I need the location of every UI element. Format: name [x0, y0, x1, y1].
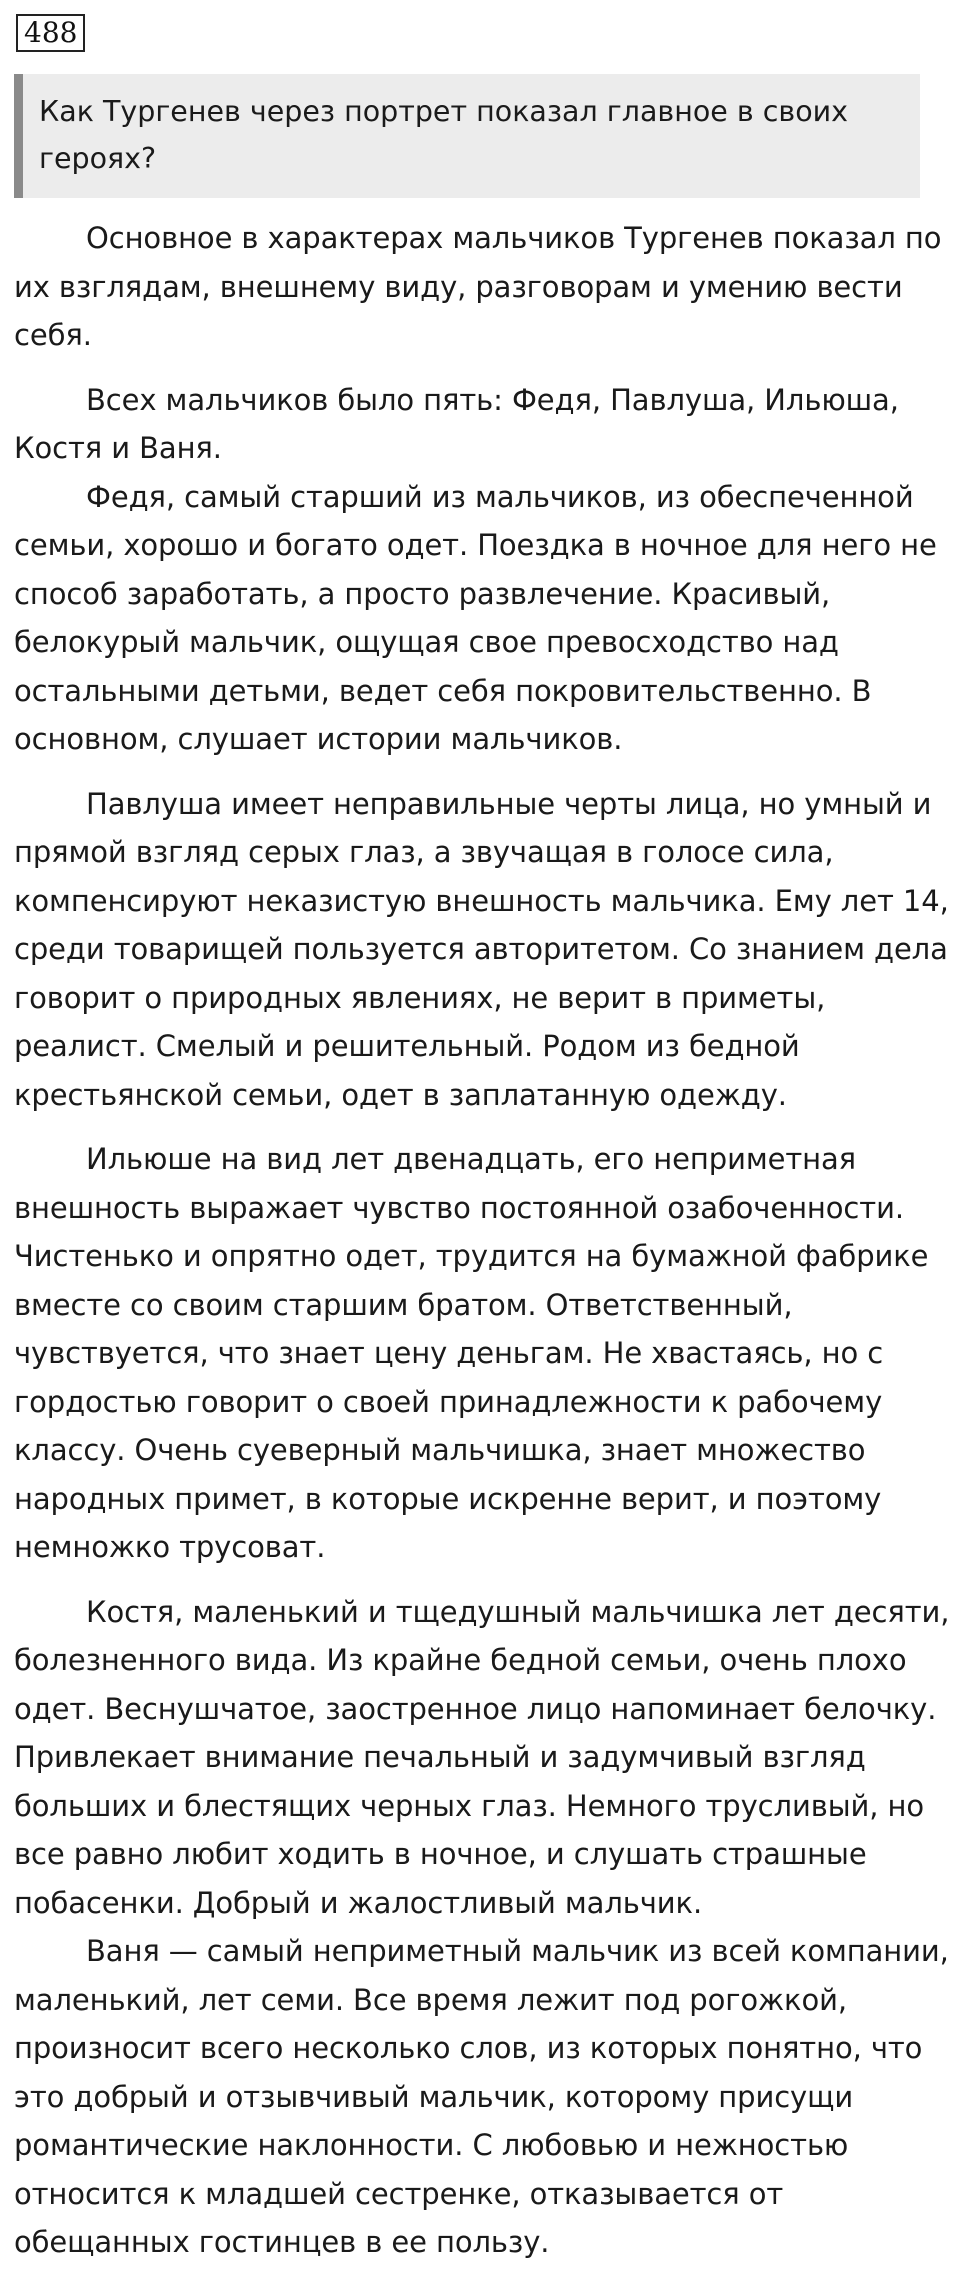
question-text: Как Тургенев через портрет показал главное в своих героях? [39, 95, 849, 175]
paragraph-boys-count: Всех мальчиков было пять: Федя, Павлуша, Ильюша, Костя и Ваня. [14, 382, 899, 465]
paragraph-kostya: Костя, маленький и тщедушный мальчишка лет десяти, болезненного вида. Из крайне бедной семьи, очень плохо одет. Веснушчатое, заостренное лицо напоминает белочку. Привлекает внимание печальный и задумчивый взгляд больших и блестящих черных глаз. Немного трусливый, но все равно любит ходить в ночное, и слушать страшные побасенки. Добрый и жалостливый мальчик. [14, 1594, 950, 1920]
paragraph-pavlusha: Павлуша имеет неправильные черты лица, но умный и прямой взгляд серых глаз, а звучащая в голосе сила, компенсируют неказистую внешность мальчика. Ему лет 14, среди товарищей пользуется авторитетом. Со знанием дела говорит о природных явлениях, не верит в приметы, реалист. Смелый и решительный. Родом из бедной крестьянской семьи, одет в заплатанную одежду. [14, 786, 949, 1112]
task-number: 488 [16, 14, 85, 52]
question-box [14, 74, 920, 198]
paragraph-vanya: Ваня — самый неприметный мальчик из всей компании, маленький, лет семи. Все время лежит под рогожкой, произносит всего несколько слов, из которых понятно, что это добрый и отзывчивый мальчик, которому присущи романтические наклонности. С любовью и нежностью относится к младшей сестренке, отказывается от обещанных гостинцев в ее пользу. [14, 1934, 949, 2259]
paragraph-ilyusha: Ильюше на вид лет двенадцать, его неприметная внешность выражает чувство постоянной озабоченности. Чистенько и опрятно одет, трудится на бумажной фабрике вместе со своим старшим братом. Ответственный, чувствуется, что знает цену деньгам. Не хвастаясь, но с гордостью говорит о своей принадлежности к рабочему классу. Очень суеверный мальчишка, знает множество народных примет, в которые искренне верит, и поэтому немножко трусоват. [14, 1142, 929, 1564]
paragraph-intro: Основное в характерах мальчиков Тургенев показал по их взглядам, внешнему виду, разговорам и умению вести себя. [14, 221, 942, 352]
paragraph-fedya: Федя, самый старший из мальчиков, из обеспеченной семьи, хорошо и богато одет. Поездка в ночное для него не способ заработать, а просто развлечение. Красивый, белокурый мальчик, ощущая свое превосходство над остальными детьми, ведет себя покровительственно. В основном, слушает истории мальчиков. [14, 479, 937, 756]
answer-text [14, 214, 954, 2267]
